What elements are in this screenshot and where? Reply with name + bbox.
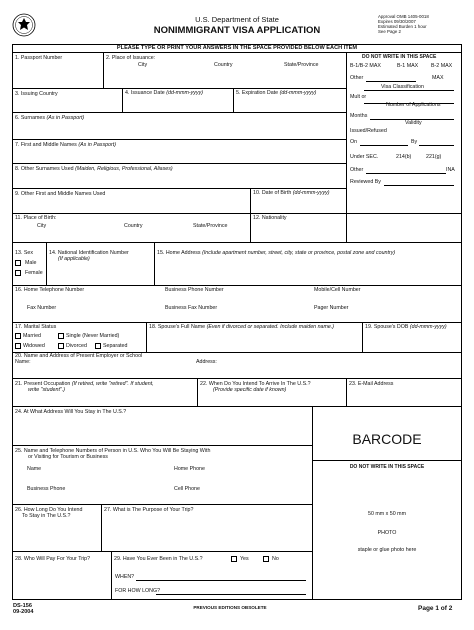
married-checkbox[interactable] <box>15 333 21 339</box>
field-18-spouse-name: 18. Spouse's Full Name (Even if divorced or separated. Include maiden name.) <box>149 324 335 330</box>
issuance-state-label: State/Province <box>284 62 319 68</box>
omb-approval: Approval OMB 1405-0018 <box>378 14 429 19</box>
photo-label: PHOTO <box>377 530 397 536</box>
under-sec-label: Under SEC. <box>350 154 379 160</box>
field-24-us-address: 24. At What Address Will You Stay in The U.S.? <box>15 409 127 415</box>
field-7-first-middle-names: 7. First and Middle Names (As in Passport) <box>15 142 116 148</box>
field-4-issuance-date: 4. Issuance Date (dd-mmm-yyyy) <box>125 90 204 96</box>
page-number: Page 1 of 2 <box>418 605 453 612</box>
field-16-home-telephone: 16. Home Telephone Number <box>15 287 85 293</box>
male-checkbox[interactable] <box>15 260 21 266</box>
previous-editions-note: PREVIOUS EDITIONS OBSOLETE <box>193 605 267 610</box>
employer-name-label: Name: <box>15 359 31 365</box>
field-1-passport-number: 1. Passport Number <box>15 55 63 61</box>
divorced-checkbox[interactable] <box>58 343 64 349</box>
validity-label: Validity <box>405 120 422 126</box>
by-label: By <box>411 139 418 145</box>
photo-size-label: 50 mm x 50 mm <box>368 511 406 517</box>
omb-burden: Estimated Burden 1 hour <box>378 24 427 29</box>
photo-office-use-title: DO NOT WRITE IN THIS SPACE <box>349 464 425 470</box>
us-contact-business-phone-label: Business Phone <box>27 486 66 492</box>
instructions: PLEASE TYPE OR PRINT YOUR ANSWERS IN THE SPACE PROVIDED BELOW EACH ITEM <box>116 45 358 51</box>
yes-checkbox[interactable] <box>231 556 237 562</box>
us-contact-home-phone-label: Home Phone <box>174 466 205 472</box>
arrival-date-note: (Provide specific date if known) <box>213 387 287 393</box>
field-27-trip-purpose: 27. What is The Purpose of Your Trip? <box>104 507 194 513</box>
pager-label: Pager Number <box>314 305 349 311</box>
issued-refused-label: Issued/Refused <box>350 128 387 134</box>
field-23-email: 23. E-Mail Address <box>349 381 394 387</box>
omb-expires: Expires 09/30/2007 <box>378 19 416 24</box>
field-8-other-surnames: 8. Other Surnames Used (Maiden, Religious, Professional, Aliases) <box>15 166 173 172</box>
field-3-issuing-country: 3. Issuing Country <box>15 91 58 97</box>
barcode-area: BARCODE <box>352 431 422 447</box>
field-15-home-address: 15. Home Address (Include apartment number, street, city, state or province, postal zone and country) <box>157 250 396 256</box>
divorced-label: Divorced <box>66 343 87 349</box>
field-5-expiration-date: 5. Expiration Date (dd-mmm-yyyy) <box>236 90 317 96</box>
field-9-other-names: 9. Other First and Middle Names Used <box>15 191 106 197</box>
field-12-nationality: 12. Nationality <box>253 215 287 221</box>
widowed-checkbox[interactable] <box>15 343 21 349</box>
field-20-employer-school: 20. Name and Address of Present Employer or School <box>15 353 143 359</box>
mult-or-label: Mult or <box>350 94 367 100</box>
omb-see-page: See Page 2 <box>378 29 401 34</box>
form-date: 09-2004 <box>13 609 34 615</box>
separated-label: Separated <box>103 343 128 349</box>
yes-label: Yes <box>240 556 249 562</box>
sec-221g-label: 221(g) <box>426 154 442 160</box>
b1-max-label: B-1 MAX <box>397 63 419 69</box>
when-label: WHEN? <box>115 574 135 580</box>
on-label: On <box>350 139 358 145</box>
employer-address-label: Address: <box>196 359 217 365</box>
field-28-who-pays: 28. Who Will Pay For Your Trip? <box>15 556 91 562</box>
field-17-marital-status: 17. Marital Status <box>15 324 57 330</box>
birth-country-label: Country <box>124 223 143 229</box>
max-label: MAX <box>432 75 444 81</box>
reviewed-by-label: Reviewed By <box>350 179 381 185</box>
field-2-place-of-issuance: 2. Place of Issuance: <box>106 55 156 61</box>
occupation-note: write "student".) <box>28 387 66 393</box>
field-10-date-of-birth: 10. Date of Birth (dd-mmm-yyyy) <box>253 190 330 196</box>
mobile-label: Mobile/Cell Number <box>314 287 361 293</box>
us-contact-note: or Visiting for Tourism or Business <box>28 454 108 460</box>
no-label: No <box>272 556 279 562</box>
male-label: Male <box>25 260 37 266</box>
field-25-us-contact: 25. Name and Telephone Numbers of Person in U.S. Who You Will Be Staying With <box>15 448 211 454</box>
form-title: NONIMMIGRANT VISA APPLICATION <box>153 25 321 36</box>
photo-note: staple or glue photo here <box>357 547 417 553</box>
sec-214b-label: 214(b) <box>396 154 412 160</box>
issuance-country-label: Country <box>214 62 233 68</box>
field-11-place-of-birth: 11. Place of Birth: <box>15 215 57 221</box>
married-label: Married <box>23 333 41 339</box>
field-19-spouse-dob: 19. Spouse's DOB (dd-mmm-yyyy) <box>365 324 447 330</box>
form-number: DS-156 <box>13 603 32 609</box>
b2-max-label: B-2 MAX <box>431 63 453 69</box>
single-label: Single (Never Married) <box>66 333 120 339</box>
single-checkbox[interactable] <box>58 333 64 339</box>
number-of-applications-label: Number of Applications <box>386 102 441 108</box>
national-id-note: (If applicable) <box>58 256 90 262</box>
field-6-surnames: 6. Surnames (As in Passport) <box>15 115 85 121</box>
issuance-city-label: City <box>138 62 148 68</box>
visa-classification-label: Visa Classification <box>381 84 424 90</box>
months-label: Months <box>350 113 368 119</box>
widowed-label: Widowed <box>23 343 45 349</box>
department-name: U.S. Department of State <box>195 15 279 24</box>
business-phone-label: Business Phone Number <box>165 287 224 293</box>
fax-label: Fax Number <box>27 305 57 311</box>
ina-label: INA <box>446 167 455 173</box>
us-contact-name-label: Name <box>27 466 42 472</box>
other-label: Other <box>350 75 364 81</box>
no-checkbox[interactable] <box>263 556 269 562</box>
field-21-present-occupation: 21. Present Occupation (If retired, write "retired". If student, <box>15 381 154 387</box>
office-use-title: DO NOT WRITE IN THIS SPACE <box>362 54 437 60</box>
field-13-sex: 13. Sex <box>15 250 33 256</box>
field-26-length-of-stay: 26. How Long Do You Intend <box>15 507 83 513</box>
female-label: Female <box>25 270 43 276</box>
separated-checkbox[interactable] <box>95 343 101 349</box>
field-22-arrival-date: 22. When Do You Intend To Arrive In The U.S.? <box>200 381 311 387</box>
field-14-national-id: 14. National Identification Number <box>49 250 129 256</box>
b1b2-max-label: B-1/B-2 MAX <box>350 63 381 69</box>
how-long-label: FOR HOW LONG? <box>115 588 161 594</box>
birth-state-label: State/Province <box>193 223 228 229</box>
us-contact-cell-phone-label: Cell Phone <box>174 486 200 492</box>
female-checkbox[interactable] <box>15 270 21 276</box>
field-29-been-in-us: 29. Have You Ever Been in The U.S.? <box>114 556 203 562</box>
business-fax-label: Business Fax Number <box>165 305 218 311</box>
length-of-stay-note: To Stay in The U.S.? <box>22 513 71 519</box>
birth-city-label: City <box>37 223 47 229</box>
other-sec-label: Other <box>350 167 364 173</box>
